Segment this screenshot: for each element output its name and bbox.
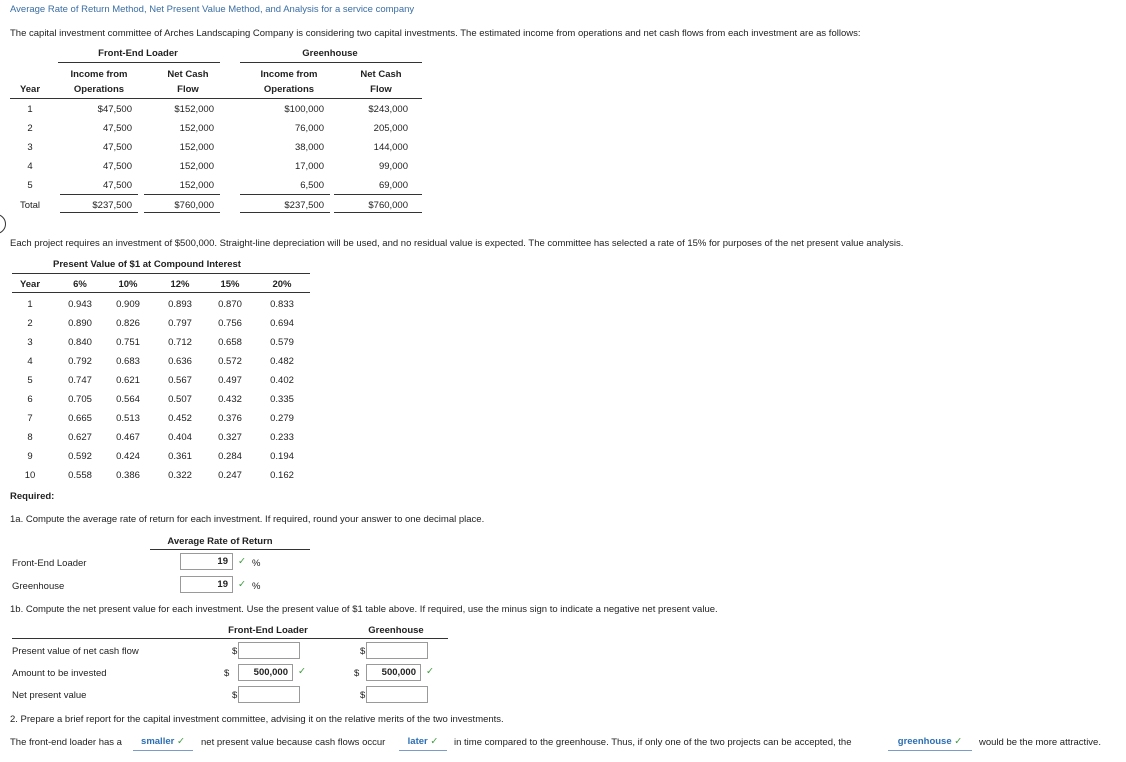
pv-cell: 0.943 [68, 299, 92, 310]
q1b-gh-npv-input[interactable] [366, 686, 428, 703]
pv-cell: 0.890 [68, 318, 92, 329]
q1b-col-greenhouse: Greenhouse [368, 625, 424, 636]
q1a-percent-unit: % [252, 581, 261, 592]
pv-cell: 0.386 [116, 470, 140, 481]
pv-cell: 0.361 [168, 451, 192, 462]
pv-cell: 0.482 [270, 356, 294, 367]
q1b-gh-pv-input[interactable] [366, 642, 428, 659]
row-year: 4 [27, 161, 33, 172]
sum-rule [240, 194, 330, 195]
pv-cell: 0.627 [68, 432, 92, 443]
cell-total: $760,000 [368, 200, 408, 211]
q1b-col-front-end: Front-End Loader [228, 625, 308, 636]
pv-cell: 0.404 [168, 432, 192, 443]
q1a-column-header: Average Rate of Return [167, 536, 273, 547]
q2-text-part3: in time compared to the greenhouse. Thus, if only one of the two projects can be accepted, the [454, 737, 852, 748]
pv-col-header: 20% [272, 279, 292, 290]
cell-fe-cash: 152,000 [179, 142, 214, 153]
q2-text-part4: would be the more attractive. [979, 737, 1101, 748]
cell-gh-cash: 99,000 [378, 161, 408, 172]
pv-cell: 0.452 [168, 413, 192, 424]
q1a-greenhouse-input[interactable]: 19 [180, 576, 233, 593]
cell-gh-cash: 144,000 [373, 142, 408, 153]
currency-symbol: $ [360, 690, 366, 701]
row-year: 3 [27, 142, 33, 153]
check-icon: ✓ [298, 666, 306, 677]
pv-cell: 0.507 [168, 394, 192, 405]
pv-cell: 0.424 [116, 451, 140, 462]
pv-cell: 0.592 [68, 451, 92, 462]
sum-rule [60, 194, 138, 195]
total-rule [334, 212, 422, 213]
pv-cell: 0.467 [116, 432, 140, 443]
pv-cell: 0.432 [218, 394, 242, 405]
pv-cell: 0.756 [218, 318, 242, 329]
currency-symbol: $ [232, 690, 238, 701]
cell-fe-cash: 152,000 [179, 123, 214, 134]
q1b-prompt: 1b. Compute the net present value for each investment. Use the present value of $1 table above. If required, use the minus sign to indicate a negative net present value. [10, 604, 718, 615]
col-header-cash: Net Cash [167, 69, 209, 80]
group-header-greenhouse: Greenhouse [302, 48, 358, 59]
pv-col-header: 6% [73, 279, 87, 290]
check-icon: ✓ [426, 666, 434, 677]
col-header-cash: Net Cash [360, 69, 402, 80]
cell-total: $760,000 [174, 200, 214, 211]
q2-select-size[interactable] [133, 736, 193, 751]
q1b-fe-npv-input[interactable] [238, 686, 300, 703]
cell-fe-cash: 152,000 [179, 180, 214, 191]
q1b-gh-invested-input[interactable]: 500,000 [366, 664, 421, 681]
q1b-fe-invested-input[interactable]: 500,000 [238, 664, 293, 681]
cell-fe-cash: 152,000 [179, 161, 214, 172]
pv-cell: 0.747 [68, 375, 92, 386]
total-rule [144, 212, 220, 213]
sum-rule [334, 194, 422, 195]
pv-cell: 0.402 [270, 375, 294, 386]
pv-col-header: 10% [118, 279, 138, 290]
pv-table-title: Present Value of $1 at Compound Interest [53, 259, 241, 270]
q1b-row-label: Amount to be invested [12, 668, 107, 679]
pv-cell: 0.621 [116, 375, 140, 386]
pv-cell: 0.870 [218, 299, 242, 310]
pv-cell: 0.513 [116, 413, 140, 424]
row-total-label: Total [19, 200, 41, 211]
pv-cell: 0.558 [68, 470, 92, 481]
col-header-income: Operations [73, 84, 125, 95]
q2-select-timing-value: later [407, 736, 428, 747]
pv-cell: 0.658 [218, 337, 242, 348]
pv-row-year: 9 [27, 451, 33, 462]
total-rule [240, 212, 330, 213]
pv-cell: 0.327 [218, 432, 242, 443]
cell-gh-income: $100,000 [284, 104, 324, 115]
pv-row-year: 3 [27, 337, 33, 348]
pv-cell: 0.247 [218, 470, 242, 481]
q1a-prompt: 1a. Compute the average rate of return for each investment. If required, round your answer to one decimal place. [10, 514, 485, 525]
currency-symbol: $ [232, 646, 238, 657]
cell-fe-income: $47,500 [97, 104, 132, 115]
q2-select-project[interactable] [888, 736, 972, 751]
col-header-year: Year [19, 84, 41, 95]
pv-cell: 0.572 [218, 356, 242, 367]
cell-gh-income: 76,000 [294, 123, 324, 134]
currency-symbol: $ [354, 668, 360, 679]
pv-cell: 0.564 [116, 394, 140, 405]
pv-title-rule [12, 273, 310, 274]
q1b-row-label: Net present value [12, 690, 87, 701]
cell-total: $237,500 [284, 200, 324, 211]
row-year: 5 [27, 180, 33, 191]
pv-cell: 0.322 [168, 470, 192, 481]
cell-gh-cash: 69,000 [378, 180, 408, 191]
pv-cell: 0.712 [168, 337, 192, 348]
pv-cell: 0.833 [270, 299, 294, 310]
pv-cell: 0.909 [116, 299, 140, 310]
total-rule [60, 212, 138, 213]
pv-cell: 0.579 [270, 337, 294, 348]
q2-text-part2: net present value because cash flows occur [201, 737, 386, 748]
check-icon: ✓ [238, 579, 246, 590]
cell-gh-income: 17,000 [294, 161, 324, 172]
pv-cell: 0.694 [270, 318, 294, 329]
q1a-label-greenhouse: Greenhouse [12, 581, 65, 592]
q2-select-project-value: greenhouse [897, 736, 952, 747]
cell-fe-income: 47,500 [102, 142, 132, 153]
pv-row-year: 6 [27, 394, 33, 405]
pv-cell: 0.194 [270, 451, 294, 462]
cell-gh-income: 6,500 [300, 180, 324, 191]
required-heading: Required: [10, 491, 55, 502]
cell-gh-income: 38,000 [294, 142, 324, 153]
cell-total: $237,500 [92, 200, 132, 211]
check-icon: ✓ [176, 736, 185, 747]
q1b-fe-pv-input[interactable] [238, 642, 300, 659]
sum-rule [144, 194, 220, 195]
check-icon: ✓ [430, 736, 439, 747]
pv-col-header: 12% [170, 279, 190, 290]
q1a-front-end-input[interactable]: 19 [180, 553, 233, 570]
pv-cell: 0.162 [270, 470, 294, 481]
pv-row-year: 5 [27, 375, 33, 386]
pv-row-year: 2 [27, 318, 33, 329]
cell-fe-income: 47,500 [102, 161, 132, 172]
pv-cell: 0.284 [218, 451, 242, 462]
pv-cell: 0.497 [218, 375, 242, 386]
pv-cell: 0.826 [116, 318, 140, 329]
col-header-cash: Flow [177, 84, 199, 95]
row-year: 1 [27, 104, 33, 115]
pv-row-year: 8 [27, 432, 33, 443]
pv-cell: 0.233 [270, 432, 294, 443]
pv-cell: 0.893 [168, 299, 192, 310]
pv-cell: 0.335 [270, 394, 294, 405]
pv-header-rule [12, 292, 310, 293]
check-icon: ✓ [238, 556, 246, 567]
pv-cell: 0.636 [168, 356, 192, 367]
pv-cell: 0.665 [68, 413, 92, 424]
cell-fe-income: 47,500 [102, 123, 132, 134]
header-rule [10, 98, 422, 99]
group-header-front-end: Front-End Loader [98, 48, 178, 59]
pv-cell: 0.376 [218, 413, 242, 424]
check-icon: ✓ [954, 736, 963, 747]
pv-row-year: 10 [24, 470, 36, 481]
col-header-income: Operations [263, 84, 315, 95]
cell-fe-income: 47,500 [102, 180, 132, 191]
q2-text-part1: The front-end loader has a [10, 737, 122, 748]
q1a-percent-unit: % [252, 558, 261, 569]
page-title: Average Rate of Return Method, Net Present Value Method, and Analysis for a service company [10, 4, 415, 15]
currency-symbol: $ [224, 668, 230, 679]
intro-text: The capital investment committee of Arches Landscaping Company is considering two capital investments. The estimated income from operations and net cash flows from each investment are as follows: [10, 28, 861, 39]
side-circle-decoration [0, 214, 6, 234]
pv-row-year: 7 [27, 413, 33, 424]
cell-gh-cash: $243,000 [368, 104, 408, 115]
group-rule [240, 62, 422, 63]
pv-row-year: 1 [27, 299, 33, 310]
pv-cell: 0.683 [116, 356, 140, 367]
q1a-header-rule [150, 549, 310, 550]
cell-gh-cash: 205,000 [373, 123, 408, 134]
pv-cell: 0.751 [116, 337, 140, 348]
col-header-income: Income from [70, 69, 128, 80]
requirement-text: Each project requires an investment of $500,000. Straight-line depreciation will be used, and no residual value is expected. The committee has selected a rate of 15% for purposes of the net present value analysis. [10, 238, 904, 249]
col-header-cash: Flow [370, 84, 392, 95]
q2-select-size-value: smaller [141, 736, 175, 747]
row-year: 2 [27, 123, 33, 134]
q2-prompt: 2. Prepare a brief report for the capital investment committee, advising it on the relative merits of the two investments. [10, 714, 504, 725]
q2-select-timing[interactable] [399, 736, 447, 751]
pv-col-header: Year [19, 279, 41, 290]
pv-cell: 0.840 [68, 337, 92, 348]
pv-cell: 0.279 [270, 413, 294, 424]
group-rule [58, 62, 220, 63]
pv-cell: 0.705 [68, 394, 92, 405]
pv-cell: 0.792 [68, 356, 92, 367]
q1b-row-label: Present value of net cash flow [12, 646, 139, 657]
currency-symbol: $ [360, 646, 366, 657]
pv-row-year: 4 [27, 356, 33, 367]
q1a-label-front-end: Front-End Loader [12, 558, 87, 569]
pv-cell: 0.797 [168, 318, 192, 329]
pv-cell: 0.567 [168, 375, 192, 386]
col-header-income: Income from [260, 69, 318, 80]
cell-fe-cash: $152,000 [174, 104, 214, 115]
pv-col-header: 15% [220, 279, 240, 290]
q1b-header-rule [12, 638, 448, 639]
